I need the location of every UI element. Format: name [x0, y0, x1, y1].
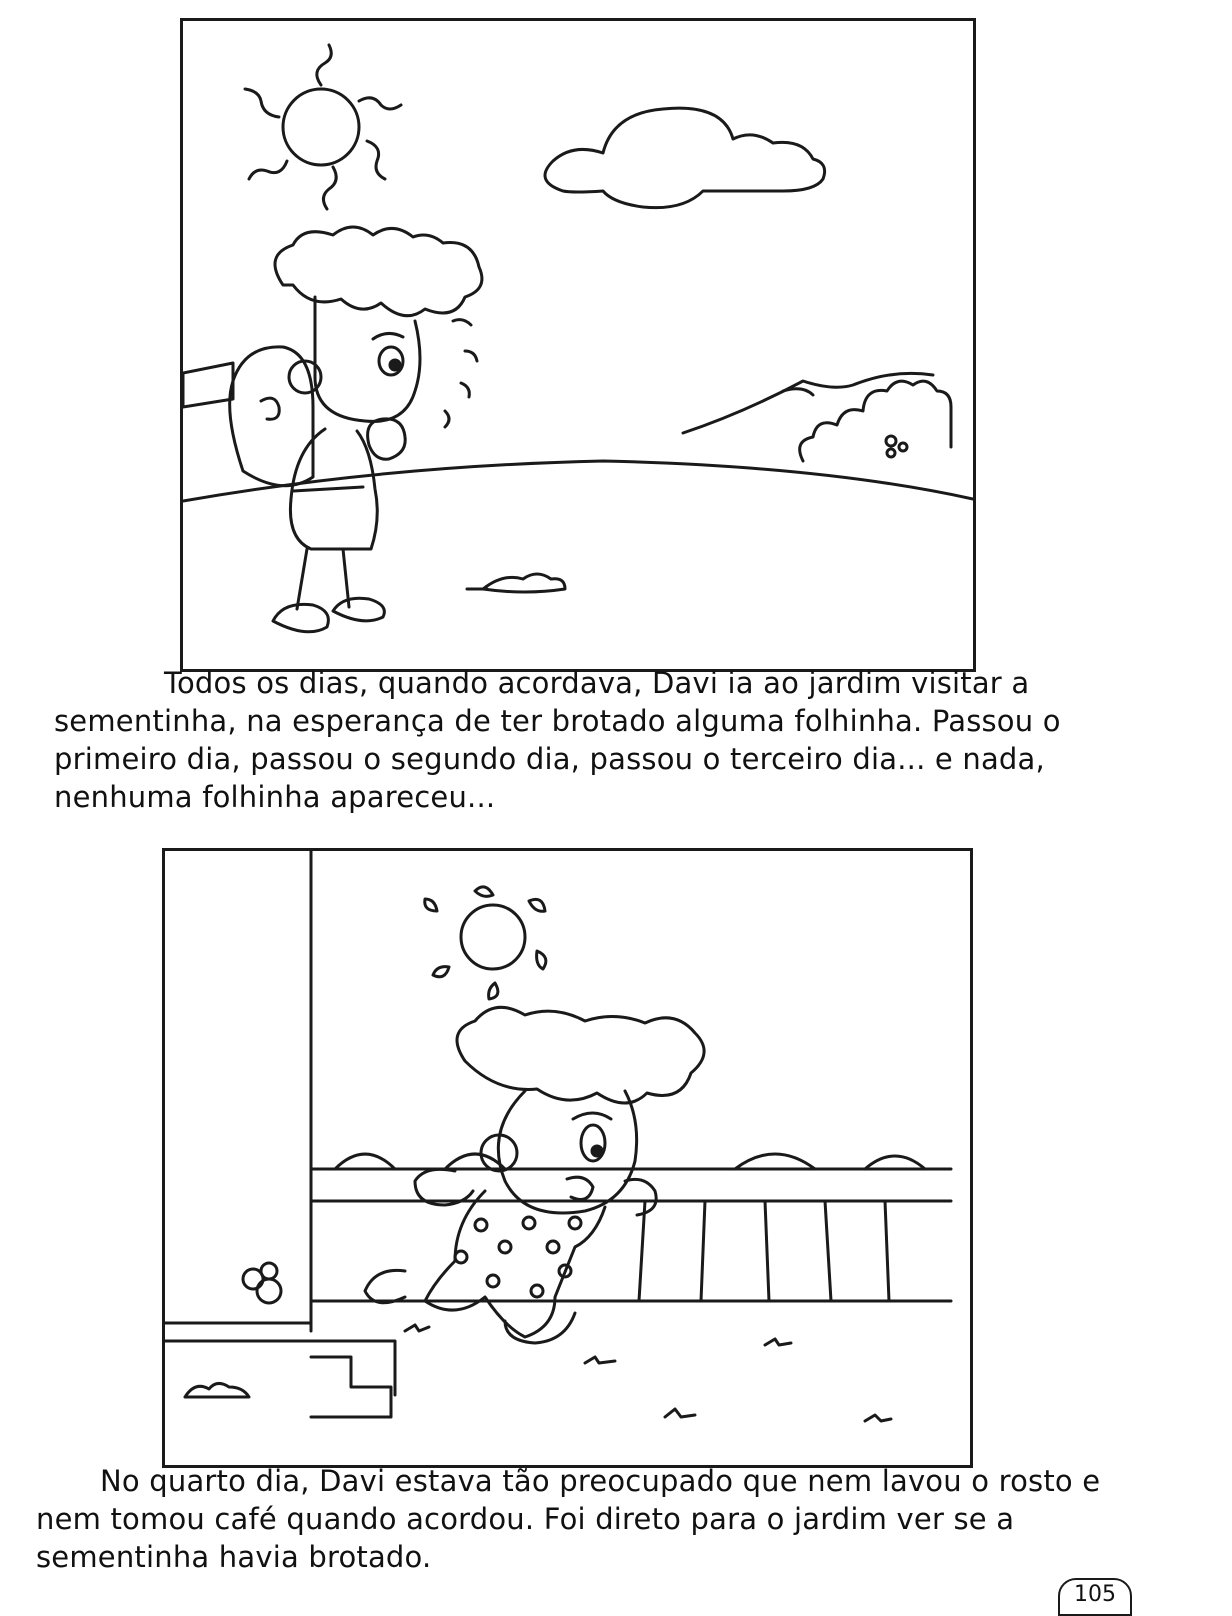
- boy-hair: [457, 1007, 704, 1103]
- paragraph-1-line: nenhuma folhinha apareceu...: [54, 780, 496, 814]
- illustration-1-drawing: [183, 21, 973, 669]
- ground-hill: [183, 461, 973, 501]
- illustration-panel-1: [180, 18, 976, 672]
- seed-mound: [483, 574, 565, 592]
- backpack: [230, 347, 313, 486]
- page-number: 105: [1058, 1578, 1132, 1616]
- boy-foot: [365, 1270, 405, 1302]
- sun-icon: [425, 887, 546, 999]
- bush: [800, 381, 951, 461]
- illustration-panel-2: [162, 848, 973, 1468]
- sun-icon: [245, 45, 401, 209]
- paragraph-1-line: sementinha, na esperança de ter brotado alguma folhinha. Passou o: [54, 704, 1061, 738]
- paragraph-2: [36, 1462, 1106, 1576]
- paragraph-1-line: primeiro dia, passou o segundo dia, passou o terceiro dia... e nada,: [54, 742, 1045, 776]
- boy-hand: [368, 419, 406, 459]
- boy-head: [498, 1091, 636, 1213]
- boy-shoes: [273, 604, 328, 631]
- paragraph-2-line: sementinha havia brotado.: [36, 1540, 432, 1574]
- steps: [311, 1357, 391, 1417]
- paragraph-2-line: nem tomou café quando acordou. Foi direto para o jardim ver se a: [36, 1502, 1015, 1536]
- paragraph-1: [54, 664, 1104, 816]
- boy-hair: [275, 227, 482, 316]
- cloud-icon: [545, 108, 825, 208]
- paragraph-1-line: Todos os dias, quando acordava, Davi ia ao jardim visitar a: [164, 666, 1030, 700]
- illustration-2-drawing: [165, 851, 970, 1465]
- fence-board: [183, 363, 233, 407]
- paragraph-2-line: No quarto dia, Davi estava tão preocupado que nem lavou o rosto e: [100, 1464, 1101, 1498]
- boy-tongue: [567, 1177, 593, 1199]
